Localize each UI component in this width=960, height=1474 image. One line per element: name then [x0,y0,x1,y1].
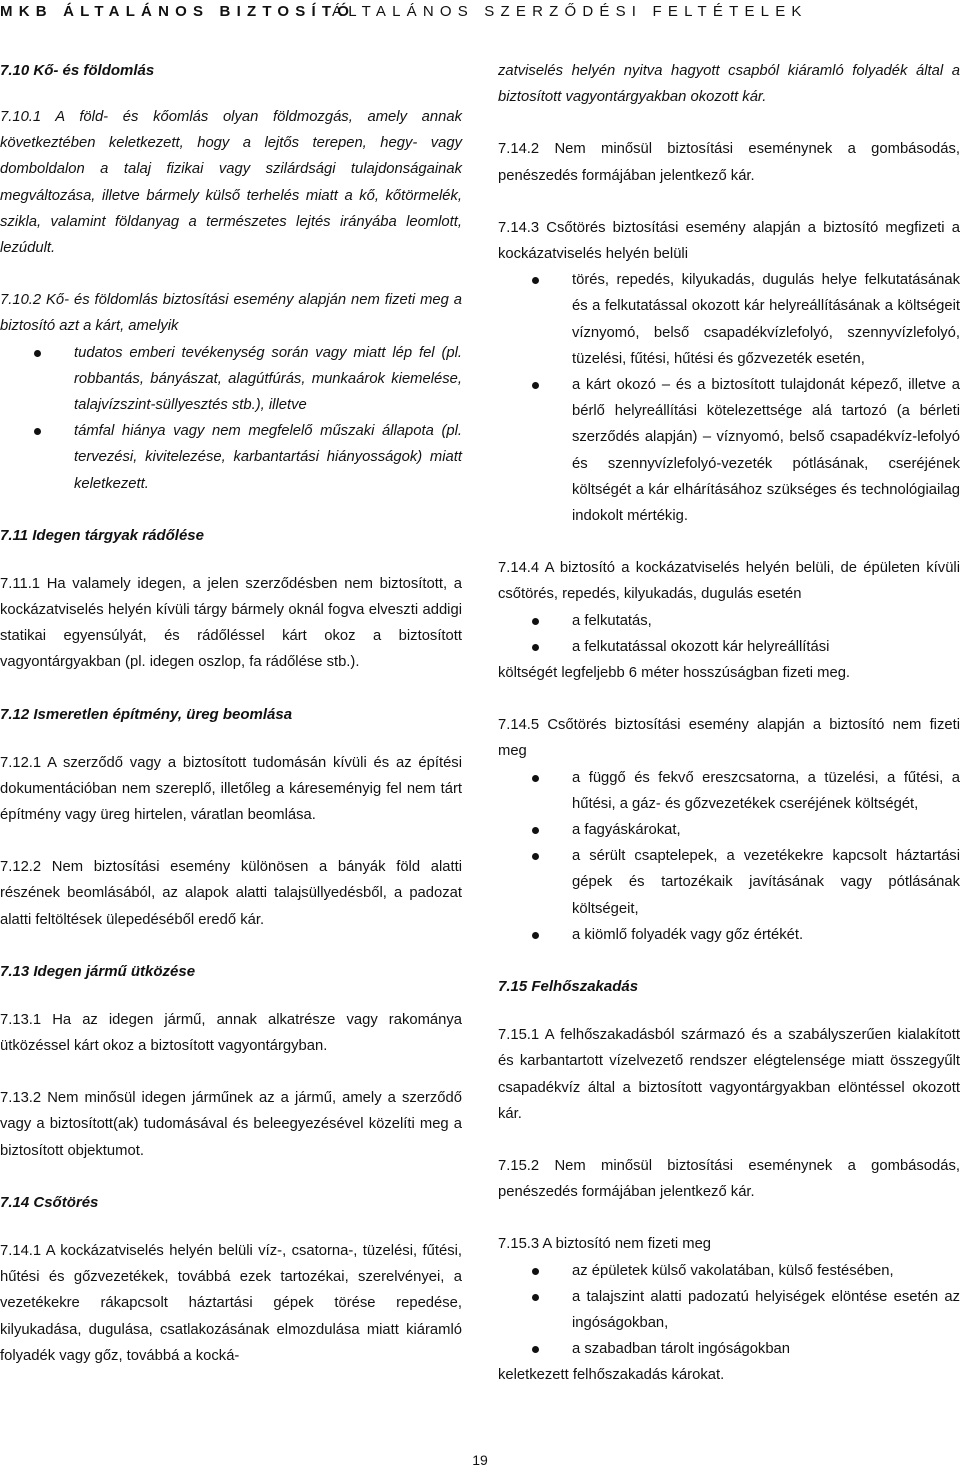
bullet-icon [532,618,539,625]
list-item: a felkutatás, [498,608,960,634]
paragraph-7-10-1: 7.10.1 A föld- és kőomlás olyan földmozgás, amely annak következtében keletkezett, hogy a lejtős terepen, hegy- vagy domboldalon a talaj fizikai vagy szilárdsági tulajdonságainak megváltozása, illetve bármely külső terhelés miatt a kő, kőtörmelék, szikla, valamint földanyag a természetes lejtés irányába leomlott, lezúdult. [0,109,462,257]
paragraph-7-10-2-intro: 7.10.2 Kő- és földomlás biztosítási esemény alapján nem fizeti meg a biztosító azt a kárt, amelyik [0,292,462,335]
section-7-15-title: 7.15 Felhőszakadás [498,978,639,996]
paragraph-7-14-5-intro: 7.14.5 Csőtörés biztosítási esemény alapján a biztosító nem fizeti meg [498,717,960,760]
section-7-12-title: 7.12 Ismeretlen építmény, üreg beomlása [0,705,293,723]
bullet-icon [34,350,41,357]
paragraph-7-15-3-end: keletkezett felhőszakadás károkat. [498,1367,725,1384]
list-7-14-5 [498,765,960,948]
section-7-14-title: 7.14 Csőtörés [0,1193,99,1211]
list-item: a függő és fekvő ereszcsatorna, a tüzelési, a fűtési, a hűtési, a gáz- és gőzvezetékek cseréjének költségét, [498,765,960,817]
list-item: törés, repedés, kilyukadás, dugulás helye felkutatásának és a felkutatással okozott kár helyreállításának a költségeit víznyomó, belső csapadékvízlefolyó, szennyvízlefolyó, tüzelési, fűtési, hűtési és gőzvezeték esetén, [498,267,960,372]
list-item: tudatos emberi tevékenység során vagy miatt lép fel (pl. robbantás, bányászat, alagútfúrás, munkaárok kiemelése, talajvízszint-süllyesztés stb.), illetve [0,340,462,419]
paragraph-7-13-2: 7.13.2 Nem minősül idegen járműnek az a jármű, amely a szerződő vagy a biztosított(ak) tudomásával és beleegyezésével közelíti meg a biztosított objektumot. [0,1090,462,1159]
paragraph-7-14-1: 7.14.1 A kockázatviselés helyén belüli víz-, csatorna-, tüzelési, fűtési, hűtési és gőzvezetékek, továbbá ezek tartozékai, szerelvényei, a vezetékekre rákapcsolt háztartási gépek törése repedése, kilyukadása, dugulása, csatlakozásának elmozdulása miatt kiáramló folyadék vagy gőz, továbbá a kocká- [0,1242,462,1364]
bullet-icon [532,1294,539,1301]
paragraph-7-13-1: 7.13.1 Ha az idegen jármű, annak alkatrésze vagy rakománya ütközéssel kárt okoz a biztosított vagyontárgyban. [0,1011,462,1055]
list-item: a kiömlő folyadék vagy gőz értékét. [498,922,960,948]
paragraph-7-14-4-end: költségét legfeljebb 6 méter hosszúságban fizeti meg. [498,665,851,682]
list-item: a kárt okozó – és a biztosított tulajdonát képező, illetve a bérlő helyreállítási kötelezettsége alá tartozó (a bérleti szerződés alapján) – víznyomó, belső csapadékvíz-lefolyó és szennyvízlefolyó-vezeték pótlásának, cseréjének költségét a kár elhárításához szükséges és technológiailag indokolt mértékig. [498,372,960,529]
paragraph-7-15-3-intro: 7.15.3 A biztosító nem fizeti meg [498,1236,712,1253]
left-column [0,58,462,1369]
bullet-icon [532,277,539,284]
bullet-icon [532,382,539,389]
section-7-10-title: 7.10 Kő- és földomlás [0,62,155,79]
bullet-icon [532,775,539,782]
list-item: a szabadban tárolt ingóságokban [498,1336,960,1362]
bullet-icon [532,644,539,651]
list-7-15-3 [498,1258,960,1363]
section-7-13-title: 7.13 Idegen jármű ütközése [0,962,196,980]
bullet-icon [532,932,539,939]
bullet-icon [532,1268,539,1275]
header-insurer-name: MKB ÁLTALÁNOS BIZTOSÍTÓ [0,3,356,20]
list-7-10-2 [0,340,462,497]
bullet-icon [532,827,539,834]
paragraph-7-15-1: 7.15.1 A felhőszakadásból származó és a szabályszerűen kialakított és karbantartott vízelvezető rendszer elégtelensége miatt összegyűlt csapadékvíz által a biztosított vagyontárgyakban elöntéssel okozott kár. [498,1027,960,1122]
list-7-14-4 [498,608,960,660]
paragraph-7-12-1: 7.12.1 A szerződő vagy a biztosított tudomásán kívüli és az építési dokumentációban nem szereplő, illetőleg a káreseményig fel nem tárt építmény vagy üreg hirtelen, váratlan beomlása. [0,754,462,824]
list-item: támfal hiánya vagy nem megfelelő műszaki állapota (pl. tervezési, kivitelezése, karbantartási hiányosságok) miatt keletkezett. [0,418,462,497]
page-number: 19 [472,1452,488,1468]
paragraph-7-12-2: 7.12.2 Nem biztosítási esemény különösen a bányák föld alatti részének beomlásából, az alapok alatti talajsüllyedésből, a padozat alatti feltöltések ülepedéséből eredő kár. [0,859,462,928]
paragraph-7-15-2: 7.15.2 Nem minősül biztosítási eseménynek a gombásodás, penészedés formájában jelentkező kár. [498,1157,960,1201]
list-item: a talajszint alatti padozatú helyiségek elöntése esetén az ingóságokban, [498,1284,960,1336]
running-header [0,0,960,30]
bullet-icon [532,1346,539,1353]
right-column [498,58,960,1389]
bullet-icon [532,853,539,860]
paragraph-7-11-1: 7.11.1 Ha valamely idegen, a jelen szerződésben nem biztosított, a kockázatviselés helyén kívüli tárgy bármely oknál fogva elveszti addigi statikai egyensúlyát, és rádőléssel kárt okoz a biztosított vagyontárgyakban (pl. idegen oszlop, fa rádőlése stb.). [0,575,462,671]
list-7-14-3 [498,267,960,529]
paragraph-7-14-2: 7.14.2 Nem minősül biztosítási eseménynek a gombásodás, penészedés formájában jelentkező kár. [498,141,960,184]
section-7-11-title: 7.11 Idegen tárgyak rádőlése [0,526,204,544]
list-item: az épületek külső vakolatában, külső festésében, [498,1258,960,1284]
paragraph-7-14-1-continued: zatviselés helyén nyitva hagyott csapból kiáramló folyadék által a biztosított vagyontárgyakban okozott kár. [498,63,960,106]
list-item: a felkutatással okozott kár helyreállítási [498,634,960,660]
paragraph-7-14-4-intro: 7.14.4 A biztosító a kockázatviselés helyén belüli, de épületen kívüli csőtörés, repedés, kilyukadás, dugulás esetén [498,560,960,603]
header-document-title: ÁLTALÁNOS SZERZŐDÉSI FELTÉTELEK [332,3,808,20]
paragraph-7-14-3-intro: 7.14.3 Csőtörés biztosítási esemény alapján a biztosító megfizeti a kockázatviselés helyén belüli [498,219,960,263]
bullet-icon [34,428,41,435]
list-item: a sérült csaptelepek, a vezetékekre kapcsolt háztartási gépek és tartozékaik javításának vagy pótlásának költségeit, [498,843,960,922]
list-item: a fagyáskárokat, [498,817,960,843]
